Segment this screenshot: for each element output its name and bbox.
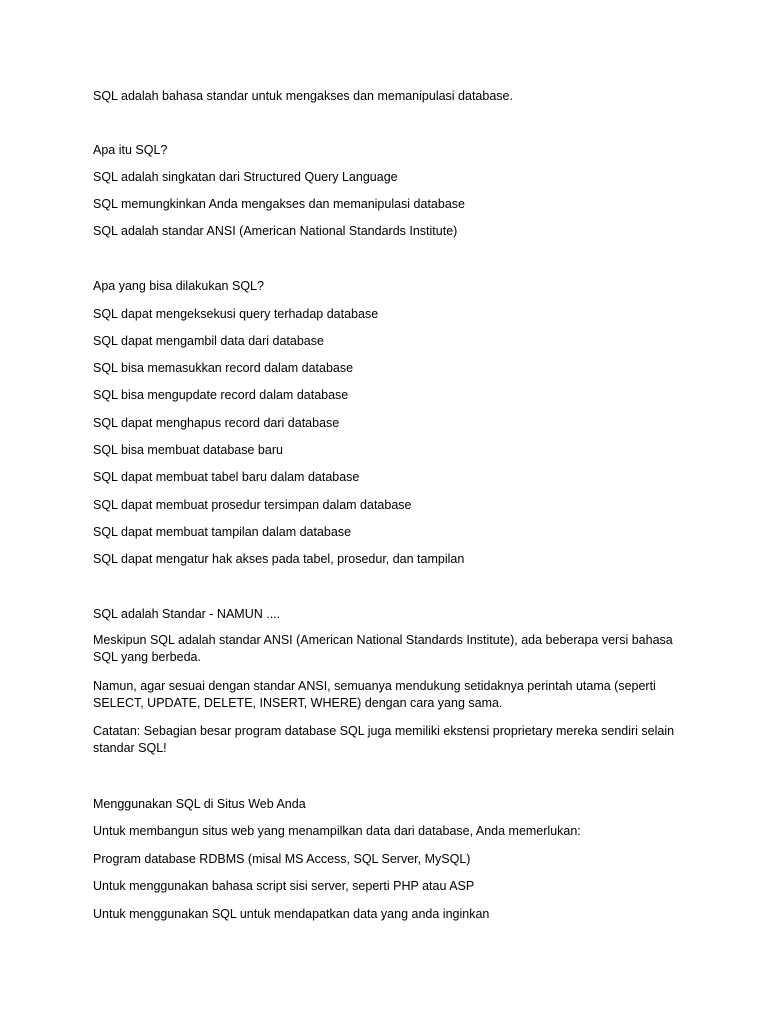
list-item: SQL adalah standar ANSI (American National Standards Institute) [93,224,458,238]
list-item: SQL dapat mengeksekusi query terhadap database [93,307,379,321]
list-item: Untuk menggunakan bahasa script sisi server, seperti PHP atau ASP [93,879,475,893]
list-item: SQL memungkinkan Anda mengakses dan memanipulasi database [93,197,465,211]
list-item: SQL dapat membuat prosedur tersimpan dalam database [93,498,412,512]
list-item: Untuk membangun situs web yang menampilkan data dari database, Anda memerlukan: [93,824,581,838]
list-item: Program database RDBMS (misal MS Access, SQL Server, MySQL) [93,852,471,866]
section-heading-what: Apa itu SQL? [93,143,168,157]
section-heading-can: Apa yang bisa dilakukan SQL? [93,279,264,293]
list-item: SQL adalah singkatan dari Structured Query Language [93,170,398,184]
list-item: SQL dapat membuat tampilan dalam database [93,525,352,539]
section-heading-web: Menggunakan SQL di Situs Web Anda [93,797,306,811]
list-item: SQL bisa memasukkan record dalam database [93,361,354,375]
list-item: SQL dapat menghapus record dari database [93,416,340,430]
list-item: SQL dapat membuat tabel baru dalam database [93,470,360,484]
list-item: SQL dapat mengambil data dari database [93,334,324,348]
list-item: SQL bisa mengupdate record dalam database [93,388,349,402]
paragraph: Catatan: Sebagian besar program database SQL juga memiliki ekstensi proprietary mereka sendiri selain standar SQL! [93,724,675,755]
list-item: Untuk menggunakan SQL untuk mendapatkan data yang anda inginkan [93,907,490,921]
section-heading-standard: SQL adalah Standar - NAMUN .... [93,607,281,621]
paragraph: Namun, agar sesuai dengan standar ANSI, semuanya mendukung setidaknya perintah utama (seperti SELECT, UPDATE, DELETE, INSERT, WHERE) dengan cara yang sama. [93,679,656,710]
intro-text: SQL adalah bahasa standar untuk mengakses dan memanipulasi database. [93,89,513,103]
paragraph: Meskipun SQL adalah standar ANSI (American National Standards Institute), ada beberapa versi bahasa SQL yang berbeda. [93,633,673,664]
list-item: SQL dapat mengatur hak akses pada tabel, prosedur, dan tampilan [93,552,465,566]
list-item: SQL bisa membuat database baru [93,443,283,457]
